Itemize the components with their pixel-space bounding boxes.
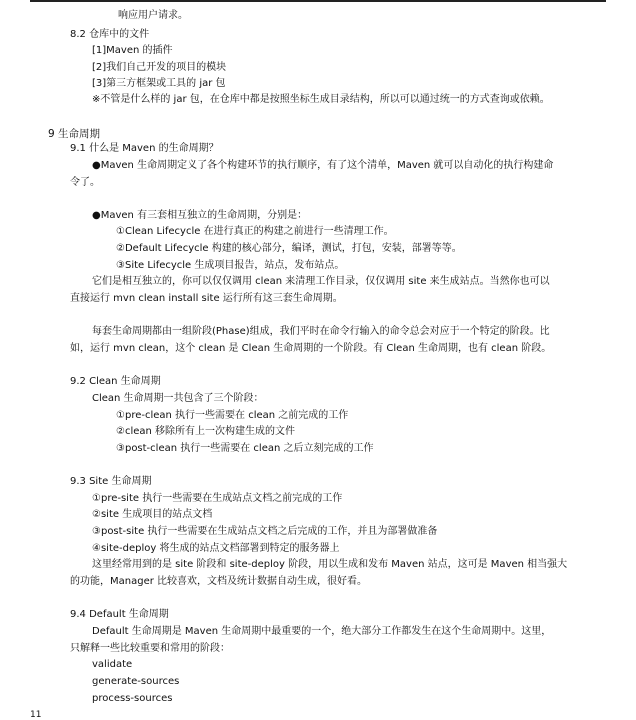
text-line: 只解释一些比较重要和常用的阶段： — [70, 643, 230, 654]
list-item: ①pre-site 执行一些需要在生成站点文档之前完成的工作 — [92, 493, 343, 504]
text-line: 如，运行 mvn clean，这个 clean 是 Clean 生命周期的一个阶段。有 Clean 生命周期，也有 clean 阶段。 — [70, 343, 552, 354]
list-item: [2]我们自己开发的项目的模块 — [92, 62, 227, 73]
list-item: ③post-site 执行一些需要在生成站点文档之后完成的工作，并且为部署做准备 — [92, 526, 438, 537]
text-line: 每套生命周期都由一组阶段(Phase)组成，我们平时在命令行输入的命令总会对应于一个特定的阶段。比 — [92, 326, 550, 337]
list-item: [3]第三方框架或工具的 jar 包 — [92, 78, 226, 89]
list-item: ④site-deploy 将生成的站点文档部署到特定的服务器上 — [92, 543, 340, 554]
section-heading-9: 9 生命周期 — [48, 128, 101, 140]
section-heading-9-4: 9.4 Default 生命周期 — [70, 609, 169, 620]
header-rule — [30, 0, 606, 2]
text-line: 直接运行 mvn clean install site 运行所有这三套生命周期。 — [70, 293, 343, 304]
list-item: ①Clean Lifecycle 在进行真正的构建之前进行一些清理工作。 — [116, 226, 394, 237]
list-item: ②Default Lifecycle 构建的核心部分，编译，测试，打包，安装，部署等等。 — [116, 243, 462, 254]
note-line: ※不管是什么样的 jar 包，在仓库中都是按照坐标生成目录结构，所以可以通过统一的方式查询或依赖。 — [92, 94, 550, 105]
text-line: 响应用户请求。 — [118, 10, 188, 21]
text-line: Clean 生命周期一共包含了三个阶段： — [92, 393, 264, 404]
phase-name: process-sources — [92, 693, 173, 704]
list-item: ③Site Lifecycle 生成项目报告，站点，发布站点。 — [116, 260, 345, 271]
list-item: ③post-clean 执行一些需要在 clean 之后立刻完成的工作 — [116, 443, 374, 454]
text-line: 的功能，Manager 比较喜欢，文档及统计数据自动生成，很好看。 — [70, 576, 368, 587]
list-item: ②site 生成项目的站点文档 — [92, 509, 213, 520]
text-line: 这里经常用到的是 site 阶段和 site-deploy 阶段，用以生成和发布 Maven 站点，这可是 Maven 相当强大 — [92, 559, 568, 570]
page-number: 11 — [30, 710, 42, 720]
section-heading-9-1: 9.1 什么是 Maven 的生命周期？ — [70, 143, 219, 154]
text-line: ●Maven 有三套相互独立的生命周期，分别是： — [92, 210, 308, 221]
section-heading-9-2: 9.2 Clean 生命周期 — [70, 376, 161, 387]
list-item: ①pre-clean 执行一些需要在 clean 之前完成的工作 — [116, 410, 349, 421]
list-item: [1]Maven 的插件 — [92, 45, 173, 56]
section-heading-8-2: 8.2 仓库中的文件 — [70, 29, 150, 40]
section-heading-9-3: 9.3 Site 生命周期 — [70, 476, 152, 487]
text-line: 令了。 — [70, 177, 100, 188]
text-line: 它们是相互独立的，你可以仅仅调用 clean 来清理工作目录，仅仅调用 site 来生成站点。当然你也可以 — [92, 276, 550, 287]
phase-name: generate-sources — [92, 676, 180, 687]
text-line: Default 生命周期是 Maven 生命周期中最重要的一个，绝大部分工作都发生在这个生命周期中。这里， — [92, 626, 552, 637]
list-item: ②clean 移除所有上一次构建生成的文件 — [116, 426, 296, 437]
text-line: ●Maven 生命周期定义了各个构建环节的执行顺序，有了这个清单，Maven 就可以自动化的执行构建命 — [92, 160, 554, 171]
phase-name: validate — [92, 659, 133, 670]
